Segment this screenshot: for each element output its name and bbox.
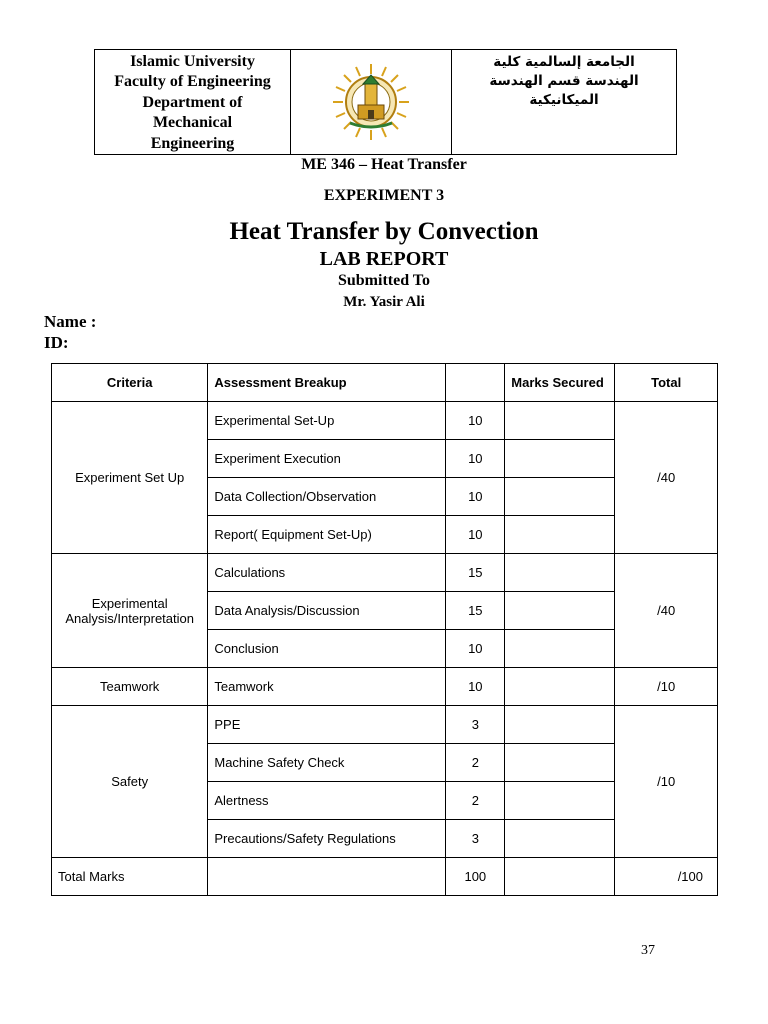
page-number: 37 [641, 943, 655, 958]
max-marks-cell: 10 [446, 440, 505, 478]
experiment-number: EXPERIMENT 3 [323, 187, 445, 204]
max-marks-cell: 2 [446, 744, 505, 782]
max-marks-cell: 2 [446, 782, 505, 820]
name-label: Name : [44, 312, 97, 331]
breakup-cell: Machine Safety Check [208, 744, 446, 782]
criteria-header: Criteria [52, 364, 208, 402]
arabic-header-line: الهندسة قسم الهندسة [489, 73, 639, 89]
marks-secured-cell [505, 744, 615, 782]
marks-secured-cell [505, 668, 615, 706]
max-marks-cell: 10 [446, 478, 505, 516]
breakup-cell [208, 858, 446, 896]
total-marks-label: Total Marks [52, 858, 208, 896]
table-header-row [52, 364, 718, 402]
total-cell: /40 [615, 402, 718, 554]
criteria-cell: Experimental Analysis/Interpretation [52, 554, 208, 668]
table-row [52, 402, 718, 440]
breakup-cell: Data Collection/Observation [208, 478, 446, 516]
max-marks-cell: 10 [446, 668, 505, 706]
arabic-header-line: الميكانيكية [529, 92, 599, 108]
table-row [52, 668, 718, 706]
table-row [52, 706, 718, 744]
university-seal-icon [330, 61, 412, 143]
breakup-cell: Experimental Set-Up [208, 402, 446, 440]
header-line: Mechanical [152, 114, 233, 132]
submitted-to-label: Submitted To [337, 272, 431, 289]
table-row [52, 554, 718, 592]
logo-cell [291, 50, 452, 154]
course-title: ME 346 – Heat Transfer [301, 156, 467, 173]
total-header: Total [615, 364, 718, 402]
marks-secured-cell [505, 630, 615, 668]
university-header [94, 49, 677, 155]
report-type: LAB REPORT [319, 248, 449, 270]
marks-secured-cell [505, 516, 615, 554]
marks-secured-cell [505, 782, 615, 820]
arabic-header-cell [452, 50, 676, 154]
breakup-cell: Teamwork [208, 668, 446, 706]
grand-total-cell: /100 [615, 858, 718, 896]
max-marks-cell: 3 [446, 706, 505, 744]
max-marks-cell: 15 [446, 554, 505, 592]
marks-secured-cell [505, 858, 615, 896]
marks-secured-cell [505, 478, 615, 516]
criteria-cell: Safety [52, 706, 208, 858]
max-marks-header [446, 364, 505, 402]
total-cell: /40 [615, 554, 718, 668]
breakup-cell: Alertness [208, 782, 446, 820]
breakup-cell: Conclusion [208, 630, 446, 668]
marks-secured-cell [505, 820, 615, 858]
marks-secured-cell [505, 402, 615, 440]
header-line: Engineering [150, 134, 235, 152]
max-marks-cell: 10 [446, 402, 505, 440]
breakup-cell: Calculations [208, 554, 446, 592]
breakup-header: Assessment Breakup [208, 364, 446, 402]
header-line: Department of [142, 93, 243, 111]
breakup-cell: Data Analysis/Discussion [208, 592, 446, 630]
max-marks-cell: 10 [446, 516, 505, 554]
criteria-cell: Teamwork [52, 668, 208, 706]
marks-secured-cell [505, 592, 615, 630]
max-marks-total: 100 [446, 858, 505, 896]
arabic-header-line: الجامعة إلسالمية كلية [493, 54, 635, 70]
breakup-cell: Report( Equipment Set-Up) [208, 516, 446, 554]
criteria-cell: Experiment Set Up [52, 402, 208, 554]
header-line: Islamic University [130, 52, 255, 70]
id-label: ID: [44, 333, 69, 352]
max-marks-cell: 3 [446, 820, 505, 858]
max-marks-cell: 15 [446, 592, 505, 630]
assessment-table [51, 363, 718, 896]
breakup-cell: Experiment Execution [208, 440, 446, 478]
report-title: Heat Transfer by Convection [229, 218, 539, 245]
breakup-cell: Precautions/Safety Regulations [208, 820, 446, 858]
marks-secured-cell [505, 554, 615, 592]
marks-secured-cell [505, 440, 615, 478]
total-marks-row [52, 858, 718, 896]
marks-secured-header: Marks Secured [505, 364, 615, 402]
breakup-cell: PPE [208, 706, 446, 744]
english-header-cell [95, 50, 291, 154]
max-marks-cell: 10 [446, 630, 505, 668]
marks-secured-cell [505, 706, 615, 744]
instructor-name: Mr. Yasir Ali [343, 294, 425, 310]
header-line: Faculty of Engineering [114, 73, 271, 91]
total-cell: /10 [615, 706, 718, 858]
total-cell: /10 [615, 668, 718, 706]
